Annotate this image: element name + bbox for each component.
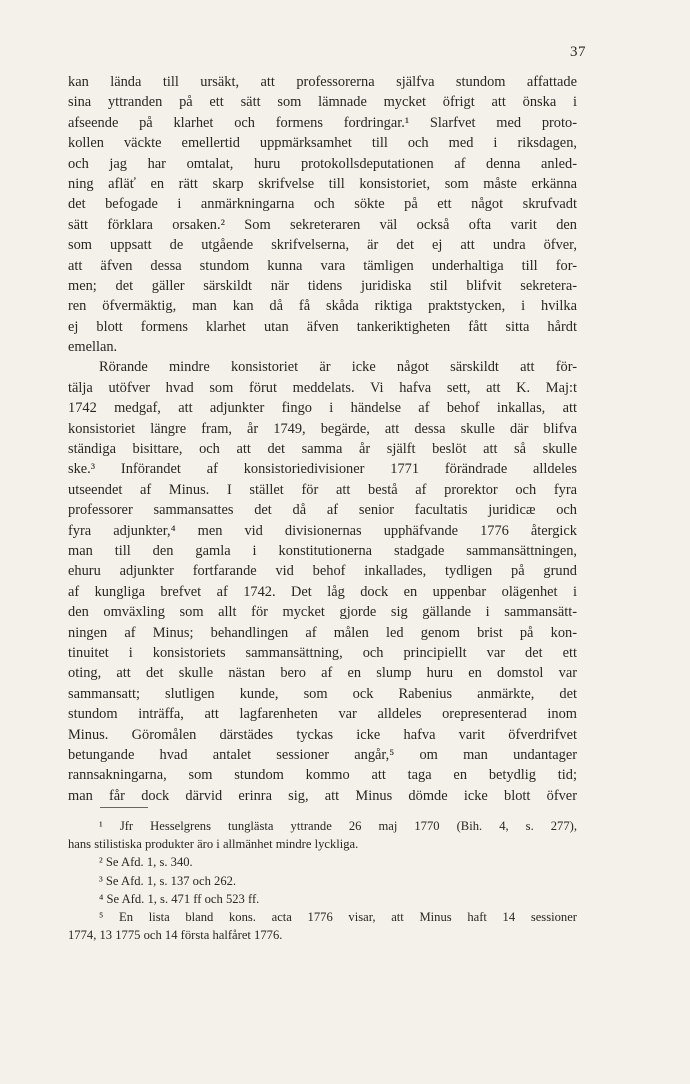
body-line: tälja utöfver hvad som förut meddelats. Vi hafva sett, att K. Maj:t (68, 379, 577, 396)
footnote-line: ³ Se Afd. 1, s. 137 och 262. (99, 873, 237, 888)
body-line: kollen väckte emellertid uppmärksamhet till och med i riksdagen, (68, 135, 577, 152)
body-line: sina yttranden på ett sätt som lämnade mycket öfrigt att önska i (68, 94, 577, 111)
body-line: oting, att det skulle nästan bero af en slump huru en domstol var (68, 665, 577, 682)
body-line: det befogade i anmärkningarna och sökte på ett något skrufvadt (68, 196, 577, 213)
body-line: emellan. (68, 339, 118, 356)
body-line: sammansatt; slutligen kunde, som ock Rabenius anmärkte, det (68, 685, 577, 702)
body-line: betungande hvad antalet sessioner angår,⁵ om man undantager (68, 746, 577, 763)
body-line: den omväxling som allt för mycket gjorde sig gällande i sammansätt- (68, 604, 577, 621)
body-line: tinuitet i konsistoriets sammansättning, och principiellt var det ett (68, 644, 577, 661)
body-line: ständiga bisittare, och att det samma år själft beslöt att så skulle (68, 441, 577, 458)
footnote-line: ¹ Jfr Hesselgrens tunglästa yttrande 26 maj 1770 (Bih. 4, s. 277), (99, 819, 577, 833)
body-line: Minus. Göromålen därstädes tyckas icke hafva varit öfverdrifvet (68, 726, 577, 743)
body-line: 1742 medgaf, att adjunkter fingo i händelse af behof inkallas, att (68, 400, 577, 417)
body-line: konsistoriet längre fram, år 1749, begärde, att dessa skulle där blifva (68, 420, 577, 437)
body-line: Rörande mindre konsistoriet är icke något särskildt att för- (99, 359, 577, 376)
body-line: ning afläť en rätt skarp skrifvelse till konsistoriet, som måste erkänna (68, 175, 577, 192)
body-line: sätt förklara orsaken.² Som sekreteraren väl också ofta varit den (68, 216, 577, 233)
body-line: men; det gäller särskildt när tidens juridiska stil blifvit sekretera- (68, 277, 577, 294)
body-line: ningen af Minus; behandlingen af målen led genom brist på kon- (68, 624, 577, 641)
body-line: afseende på klarhet och formens fordringar.¹ Slarfvet med proto- (68, 114, 577, 131)
body-line: utseendet af Minus. I stället för att bestå af prorektor och fyra (68, 481, 577, 498)
footnote-line: ² Se Afd. 1, s. 340. (99, 855, 193, 870)
body-line: ske.³ Införandet af konsistoriedivisioner 1771 förändrade alldeles (68, 461, 577, 478)
body-line: som uppsatt de utgående skrifvelserna, är det ej att undra öfver, (68, 237, 577, 254)
body-text (68, 72, 577, 806)
body-line: stundom inträffa, att lagfarenheten var alldeles orepresenterad inom (68, 706, 577, 723)
body-line: fyra adjunkter,⁴ men vid divisionernas upphäfvande 1776 återgick (68, 522, 577, 539)
body-line: af kungliga brefvet af 1742. Det låg dock en uppenbar olägenhet i (68, 583, 577, 600)
footnote-separator (100, 807, 148, 808)
footnote-line: ⁴ Se Afd. 1, s. 471 ff och 523 ff. (99, 891, 260, 906)
footnote-line: hans stilistiska produkter äro i allmänhet mindre lyckliga. (68, 837, 359, 852)
footnote-line: ⁵ En lista bland kons. acta 1776 visar, att Minus haft 14 sessioner (99, 909, 577, 924)
body-line: professorer sammansattes det då af senior facultatis juridicæ och (68, 502, 577, 519)
footnotes (68, 817, 577, 944)
body-line: ren öfvermäktig, man kan då få skåda riktiga praktstycken, i hvilka (68, 298, 577, 315)
body-line: kan lända till ursäkt, att professorerna själfva stundom affattade (68, 74, 577, 90)
page-number: 37 (570, 44, 586, 60)
body-line: och jag har omtalat, huru protokollsdeputationen af denna anled- (68, 155, 577, 172)
body-line: rannsakningarna, som stundom kommo att taga en betydlig tid; (68, 767, 577, 784)
body-line: ej blott formens klarhet utan äfven tankeriktigheten fått sitta hårdt (68, 318, 577, 335)
body-line: att äfven dessa stundom kunna vara tämligen underhaltiga till for- (68, 257, 577, 274)
body-line: man får dock därvid erinra sig, att Minus dömde icke blott öfver (68, 787, 577, 804)
body-line: ehuru adjunkter fortfarande vid behof inkallades, tydligen på grund (68, 563, 577, 580)
body-line: man till den gamla i konstitutionerna stadgade sammansättningen, (68, 542, 577, 559)
footnote-line: 1774, 13 1775 och 14 första halfåret 1776. (68, 928, 283, 943)
